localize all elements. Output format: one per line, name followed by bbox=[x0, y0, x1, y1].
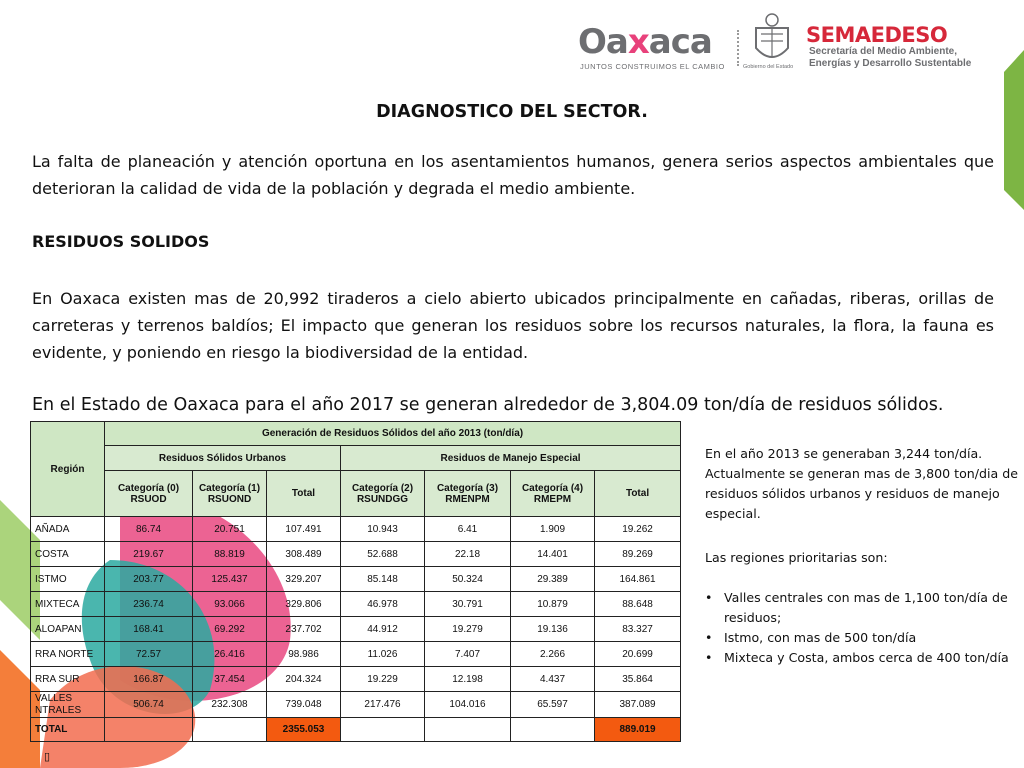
value-cell: 19.229 bbox=[341, 667, 425, 692]
empty-cell bbox=[511, 718, 595, 742]
value-cell: 86.74 bbox=[105, 517, 193, 542]
state-seal-icon bbox=[750, 12, 794, 72]
value-cell: 93.066 bbox=[193, 592, 267, 617]
value-cell: 20.699 bbox=[595, 642, 681, 667]
table-caption: Generación de Residuos Sólidos del año 2013 (ton/día) bbox=[105, 422, 681, 446]
table-row bbox=[31, 692, 681, 718]
value-cell: 219.67 bbox=[105, 542, 193, 567]
semaedeso-logo bbox=[806, 22, 972, 72]
value-cell: 236.74 bbox=[105, 592, 193, 617]
intro-paragraph: La falta de planeación y atención oportuna en los asentamientos humanos, genera serios aspectos ambientales que deterioran la calidad de vida de la población y degrada el medio ambiente. bbox=[32, 152, 994, 198]
list-item: • Mixteca y Costa, ambos cerca de 400 ton/día bbox=[705, 648, 1020, 668]
value-cell: 88.819 bbox=[193, 542, 267, 567]
total-urban-cell: 2355.053 bbox=[267, 718, 341, 742]
column-header: Categoría (0) RSUOD bbox=[105, 471, 193, 517]
total-row bbox=[31, 718, 681, 742]
region-cell: ISTMO bbox=[31, 567, 105, 592]
residuos-table bbox=[30, 421, 681, 742]
value-cell: 7.407 bbox=[425, 642, 511, 667]
value-cell: 6.41 bbox=[425, 517, 511, 542]
value-cell: 1.909 bbox=[511, 517, 595, 542]
value-cell: 69.292 bbox=[193, 617, 267, 642]
value-cell: 37.454 bbox=[193, 667, 267, 692]
table-row bbox=[31, 592, 681, 617]
value-cell: 203.77 bbox=[105, 567, 193, 592]
value-cell: 168.41 bbox=[105, 617, 193, 642]
region-cell: RRA SUR bbox=[31, 667, 105, 692]
value-cell: 107.491 bbox=[267, 517, 341, 542]
region-cell: COSTA bbox=[31, 542, 105, 567]
value-cell: 44.912 bbox=[341, 617, 425, 642]
value-cell: 217.476 bbox=[341, 692, 425, 718]
list-item: • Istmo, con mas de 500 ton/día bbox=[705, 628, 1020, 648]
green-right-triangle-shape bbox=[1004, 50, 1024, 210]
region-cell: VALLES NTRALES bbox=[31, 692, 105, 718]
group-header-special: Residuos de Manejo Especial bbox=[341, 446, 681, 471]
value-cell: 12.198 bbox=[425, 667, 511, 692]
priority-regions-list bbox=[705, 588, 1020, 668]
oaxaca-logo bbox=[578, 22, 728, 74]
value-cell: 46.978 bbox=[341, 592, 425, 617]
value-cell: 19.279 bbox=[425, 617, 511, 642]
side-summary: En el año 2013 se generaban 3,244 ton/día. Actualmente se generan mas de 3,800 ton/dia de residuos sólidos urbanos y residuos de manejo especial. bbox=[705, 446, 1018, 521]
logo-divider bbox=[737, 30, 741, 66]
value-cell: 164.861 bbox=[595, 567, 681, 592]
column-header: Categoría (2) RSUNDGG bbox=[341, 471, 425, 517]
semaedeso-title: SEMAEDESO bbox=[806, 23, 948, 47]
value-cell: 35.864 bbox=[595, 667, 681, 692]
value-cell: 10.943 bbox=[341, 517, 425, 542]
value-cell: 506.74 bbox=[105, 692, 193, 718]
value-cell: 166.87 bbox=[105, 667, 193, 692]
empty-cell bbox=[341, 718, 425, 742]
empty-cell bbox=[193, 718, 267, 742]
value-cell: 329.806 bbox=[267, 592, 341, 617]
value-cell: 232.308 bbox=[193, 692, 267, 718]
value-cell: 50.324 bbox=[425, 567, 511, 592]
value-cell: 308.489 bbox=[267, 542, 341, 567]
value-cell: 30.791 bbox=[425, 592, 511, 617]
column-header: Categoría (4) RMEPM bbox=[511, 471, 595, 517]
page-title: DIAGNOSTICO DEL SECTOR. bbox=[376, 102, 648, 122]
value-cell: 387.089 bbox=[595, 692, 681, 718]
value-cell: 125.437 bbox=[193, 567, 267, 592]
footer-glyph: ▯ bbox=[44, 751, 51, 763]
value-cell: 65.597 bbox=[511, 692, 595, 718]
value-cell: 26.416 bbox=[193, 642, 267, 667]
value-cell: 329.207 bbox=[267, 567, 341, 592]
value-cell: 14.401 bbox=[511, 542, 595, 567]
value-cell: 98.986 bbox=[267, 642, 341, 667]
list-item: • Valles centrales con mas de 1,100 ton/día de residuos; bbox=[705, 588, 1020, 628]
value-cell: 72.57 bbox=[105, 642, 193, 667]
table-row bbox=[31, 667, 681, 692]
table-row bbox=[31, 642, 681, 667]
value-cell: 52.688 bbox=[341, 542, 425, 567]
side-priority-heading: Las regiones prioritarias son: bbox=[705, 550, 888, 565]
region-cell: ALOAPAN bbox=[31, 617, 105, 642]
value-cell: 22.18 bbox=[425, 542, 511, 567]
value-cell: 88.648 bbox=[595, 592, 681, 617]
column-header: Categoría (1) RSUOND bbox=[193, 471, 267, 517]
semaedeso-subtitle: Secretaría del Medio Ambiente, Energías y Desarrollo Sustentable bbox=[809, 46, 972, 69]
section-title: RESIDUOS SOLIDOS bbox=[32, 232, 210, 251]
value-cell: 2.266 bbox=[511, 642, 595, 667]
value-cell: 85.148 bbox=[341, 567, 425, 592]
column-header: Categoría (3) RMENPM bbox=[425, 471, 511, 517]
total-label: TOTAL bbox=[31, 718, 105, 742]
oaxaca-logo-word: Oaxaca bbox=[578, 22, 712, 62]
region-cell: MIXTECA bbox=[31, 592, 105, 617]
value-cell: 739.048 bbox=[267, 692, 341, 718]
empty-cell bbox=[105, 718, 193, 742]
table-row bbox=[31, 567, 681, 592]
value-cell: 4.437 bbox=[511, 667, 595, 692]
seal-caption: Gobierno del Estado bbox=[743, 64, 794, 70]
value-cell: 89.269 bbox=[595, 542, 681, 567]
region-cell: AÑADA bbox=[31, 517, 105, 542]
value-cell: 19.136 bbox=[511, 617, 595, 642]
value-cell: 237.702 bbox=[267, 617, 341, 642]
value-cell: 83.327 bbox=[595, 617, 681, 642]
column-header: Total bbox=[267, 471, 341, 517]
column-header: Total bbox=[595, 471, 681, 517]
value-cell: 10.879 bbox=[511, 592, 595, 617]
oaxaca-logo-tagline: JUNTOS CONSTRUIMOS EL CAMBIO bbox=[580, 62, 725, 71]
empty-cell bbox=[425, 718, 511, 742]
group-header-urban: Residuos Sólidos Urbanos bbox=[105, 446, 341, 471]
region-cell: RRA NORTE bbox=[31, 642, 105, 667]
value-cell: 104.016 bbox=[425, 692, 511, 718]
value-cell: 19.262 bbox=[595, 517, 681, 542]
table-row bbox=[31, 542, 681, 567]
value-cell: 204.324 bbox=[267, 667, 341, 692]
value-cell: 20.751 bbox=[193, 517, 267, 542]
table-row bbox=[31, 517, 681, 542]
table-row bbox=[31, 617, 681, 642]
paragraph-tiraderos: En Oaxaca existen mas de 20,992 tiraderos a cielo abierto ubicados principalmente en cañadas, riberas, orillas de carreteras y terrenos baldíos; El impacto que generan los residuos sobre los recursos naturales, la flora, la fauna es evidente, y poniendo en riesgo la biodiversidad de la entidad. bbox=[32, 289, 994, 362]
total-special-cell: 889.019 bbox=[595, 718, 681, 742]
value-cell: 11.026 bbox=[341, 642, 425, 667]
region-header: Región bbox=[31, 422, 105, 517]
value-cell: 29.389 bbox=[511, 567, 595, 592]
paragraph-2017: En el Estado de Oaxaca para el año 2017 se generan alrededor de 3,804.09 ton/día de residuos sólidos. bbox=[32, 395, 944, 415]
